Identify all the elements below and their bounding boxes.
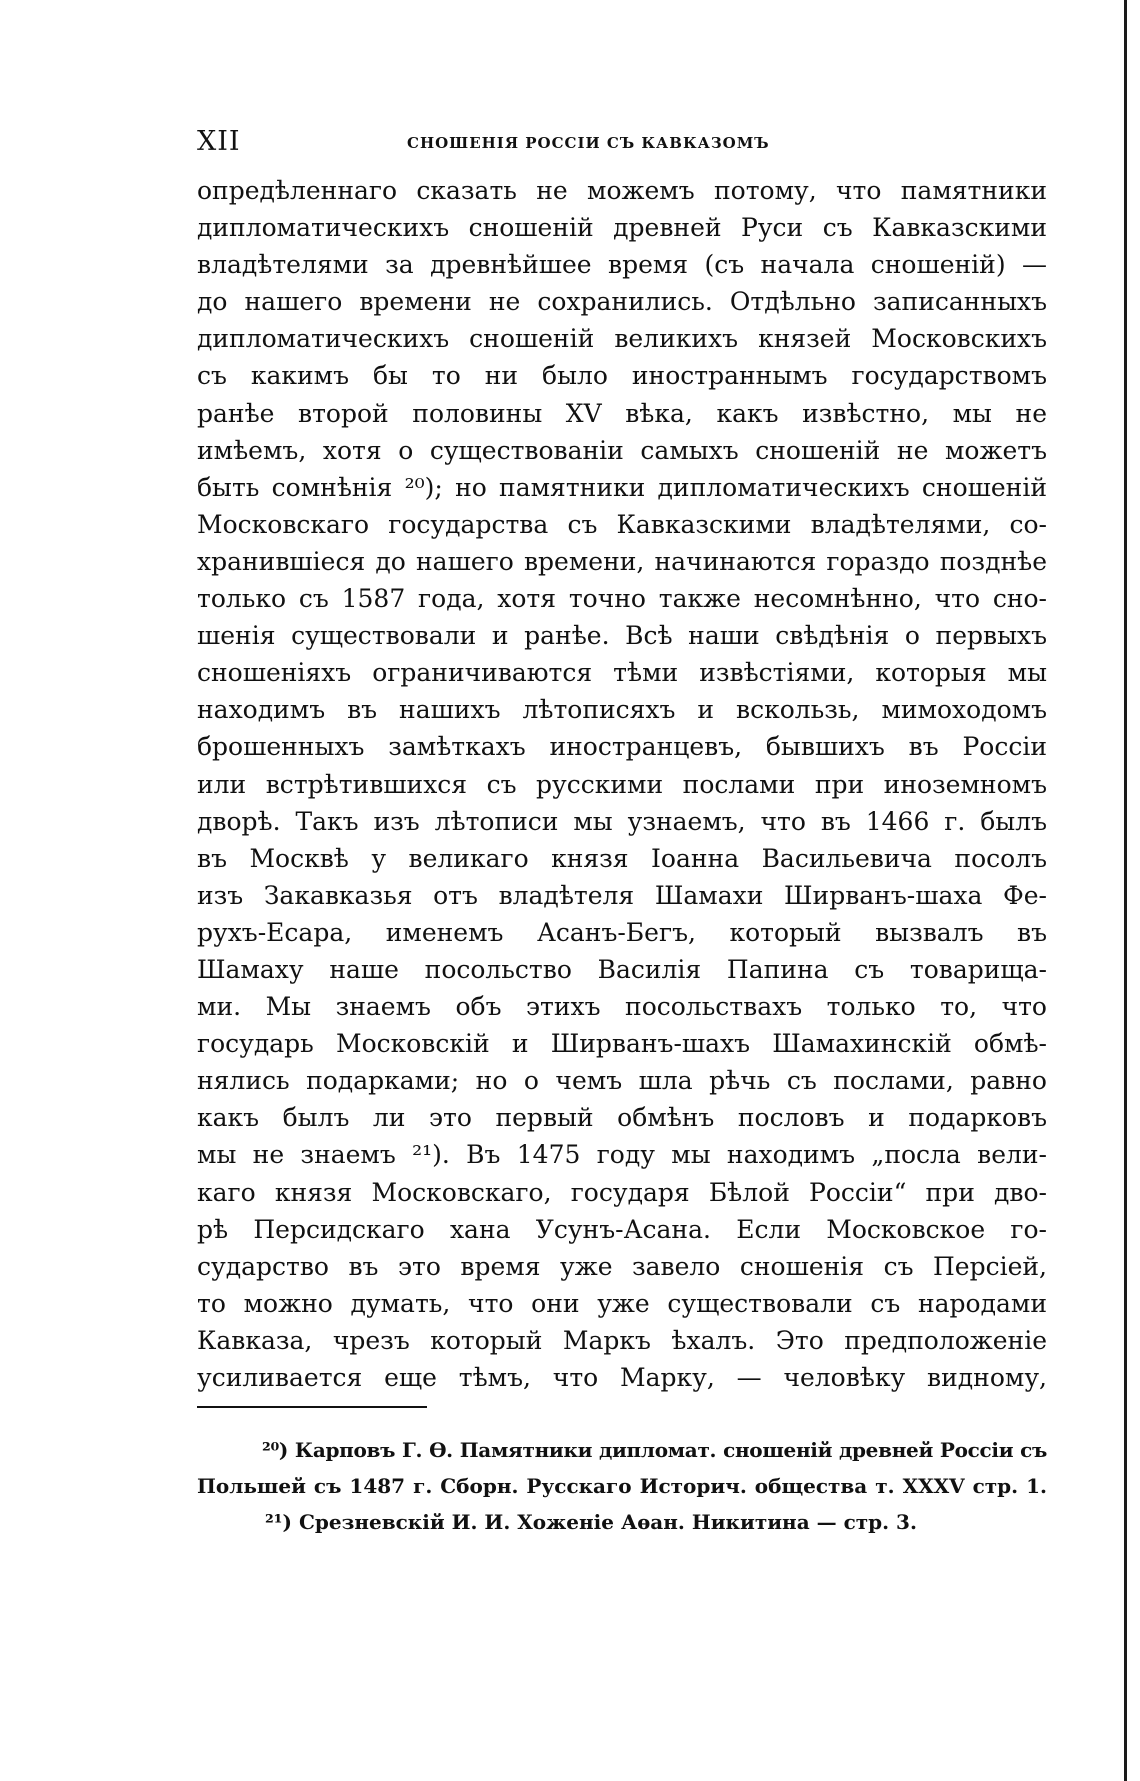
body-line: рухъ-Есара, именемъ Асанъ-Бегъ, который вызвалъ въ xyxy=(197,917,1047,947)
page-edge-line xyxy=(1124,0,1127,1781)
body-line: государь Московскій и Ширванъ-шахъ Шамахинскій обмѣ- xyxy=(197,1029,1047,1059)
running-title: СНОШЕНІЯ РОССІИ СЪ КАВКАЗОМЪ xyxy=(407,134,770,152)
body-line: рѣ Персидскаго хана Усунъ-Асана. Если Московское го- xyxy=(197,1214,1047,1244)
body-line: то можно думать, что они уже существовали съ народами xyxy=(197,1288,1047,1318)
footnote-20-continued: Польшей съ 1487 г. Сборн. Русскаго Историч. общества т. XXXV стр. 1. xyxy=(197,1474,1047,1498)
body-line: шенія существовали и ранѣе. Всѣ наши свѣдѣнія о первыхъ xyxy=(197,621,1047,651)
body-line: или встрѣтившихся съ русскими послами при иноземномъ xyxy=(197,769,1047,799)
body-line: дипломатическихъ сношеній древней Руси съ Кавказскими xyxy=(197,213,1047,243)
page-number: XII xyxy=(197,126,241,157)
body-line: сударство въ это время уже завело сношенія съ Персіей, xyxy=(197,1251,1047,1281)
body-line: Московскаго государства съ Кавказскими владѣтелями, со- xyxy=(197,509,1047,539)
body-line: дипломатическихъ сношеній великихъ князей Московскихъ xyxy=(197,324,1047,354)
body-line: Шамаху наше посольство Василія Папина съ товарища- xyxy=(197,954,1047,984)
body-line: опредѣленнаго сказать не можемъ потому, что памятники xyxy=(197,176,1047,205)
footnotes xyxy=(197,1432,1047,1540)
body-line: хранившіеся до нашего времени, начинаются гораздо позднѣе xyxy=(197,546,1047,576)
body-line: быть сомнѣнія ²⁰); но памятники дипломатическихъ сношеній xyxy=(197,472,1047,502)
running-head xyxy=(197,126,1047,166)
body-line: съ какимъ бы то ни было иностраннымъ государствомъ xyxy=(197,361,1047,391)
body-line: каго князя Московскаго, государя Бѣлой Россіи“ при дво- xyxy=(197,1177,1047,1207)
body-line: какъ былъ ли это первый обмѣнъ пословъ и подарковъ xyxy=(197,1103,1047,1133)
body-line: мы не знаемъ ²¹). Въ 1475 году мы находимъ „посла вели- xyxy=(197,1140,1047,1170)
footnote-rule xyxy=(197,1406,427,1408)
body-line: ми. Мы знаемъ объ этихъ посольствахъ только то, что xyxy=(197,992,1047,1022)
body-line: брошенныхъ замѣткахъ иностранцевъ, бывшихъ въ Россіи xyxy=(197,732,1047,762)
body-line: ранѣе второй половины XV вѣка, какъ извѣстно, мы не xyxy=(197,398,1047,428)
body-line: сношеніяхъ ограничиваются тѣми извѣстіями, которыя мы xyxy=(197,658,1047,688)
body-line: изъ Закавказья отъ владѣтеля Шамахи Ширванъ-шаха Фе- xyxy=(197,880,1047,910)
footnote-20: ²⁰) Карповъ Г. Ѳ. Памятники дипломат. сношеній древней Россіи съ xyxy=(262,1438,1047,1462)
footnote-21: ²¹) Срезневскій И. И. Хоженіе Аѳан. Никитина — стр. 3. xyxy=(265,1510,917,1534)
body-line: усиливается еще тѣмъ, что Марку, — человѣку видному, xyxy=(197,1363,1047,1392)
body-line: нялись подарками; но о чемъ шла рѣчь съ послами, равно xyxy=(197,1066,1047,1096)
body-line: только съ 1587 года, хотя точно также несомнѣнно, что сно- xyxy=(197,584,1047,614)
body-line: находимъ въ нашихъ лѣтописяхъ и вскользь, мимоходомъ xyxy=(197,695,1047,725)
body-line: до нашего времени не сохранились. Отдѣльно записанныхъ xyxy=(197,287,1047,317)
body-line: въ Москвѣ у великаго князя Іоанна Васильевича посолъ xyxy=(197,843,1047,873)
body-text xyxy=(197,172,1047,1396)
body-line: владѣтелями за древнѣйшее время (съ начала сношеній) — xyxy=(197,250,1047,280)
body-line: Кавказа, чрезъ который Маркъ ѣхалъ. Это предположеніе xyxy=(197,1325,1047,1355)
body-line: имѣемъ, хотя о существованіи самыхъ сношеній не можетъ xyxy=(197,435,1047,465)
body-line: дворѣ. Такъ изъ лѣтописи мы узнаемъ, что въ 1466 г. былъ xyxy=(197,806,1047,836)
